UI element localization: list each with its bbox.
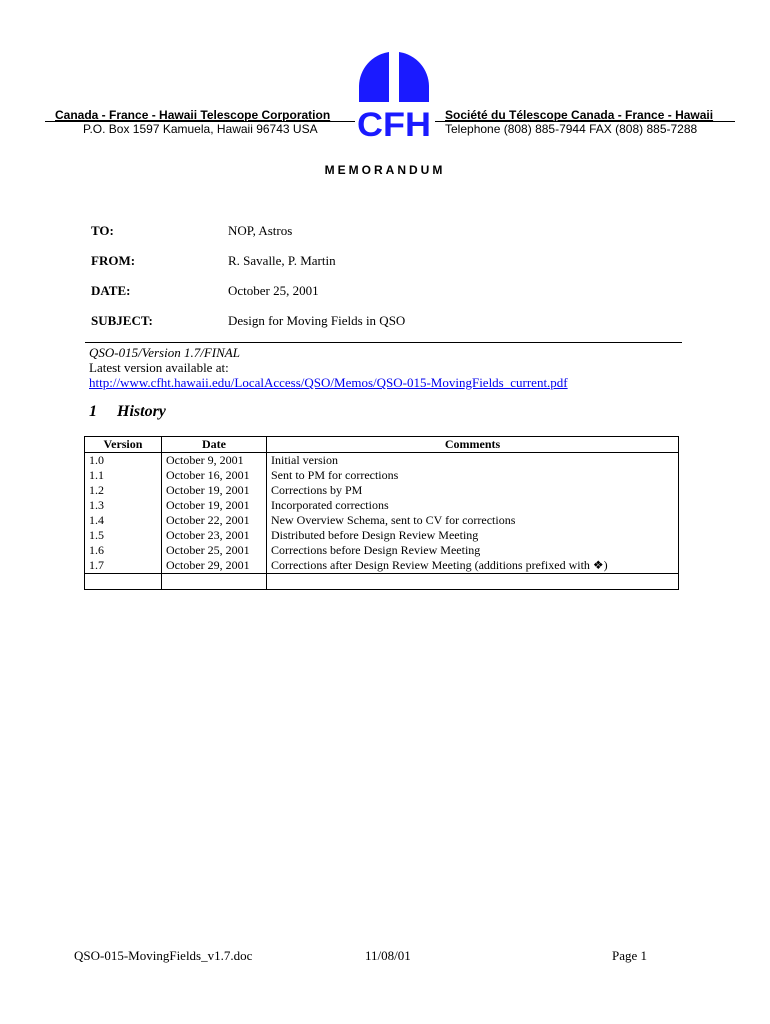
- right-header-rule: [435, 121, 735, 122]
- document-link[interactable]: http://www.cfht.hawaii.edu/LocalAccess/QSO/Memos/QSO-015-MovingFields_current.pdf: [89, 375, 568, 390]
- section-number: 1: [89, 403, 97, 420]
- table-row: [85, 528, 679, 543]
- table-row: [85, 453, 679, 469]
- row-version: 1.0: [85, 453, 162, 469]
- from-value: R. Savalle, P. Martin: [228, 253, 336, 268]
- row-comment: Initial version: [267, 453, 679, 469]
- row-version: 1.6: [85, 543, 162, 558]
- right-org-contact: Telephone (808) 885-7944 FAX (808) 885-7288: [445, 122, 698, 136]
- row-comment: Distributed before Design Review Meeting: [267, 528, 679, 543]
- row-comment: Corrections before Design Review Meeting: [267, 543, 679, 558]
- row-date: October 23, 2001: [162, 528, 267, 543]
- footer-filename: QSO-015-MovingFields_v1.7.doc: [74, 948, 253, 963]
- to-label: TO:: [91, 223, 114, 238]
- row-comment: New Overview Schema, sent to CV for corrections: [267, 513, 679, 528]
- subject-label: SUBJECT:: [91, 313, 153, 328]
- row-version: 1.5: [85, 528, 162, 543]
- row-version: 1.1: [85, 468, 162, 483]
- row-version: 1.4: [85, 513, 162, 528]
- cfh-logo: [355, 50, 433, 138]
- row-version: 1.3: [85, 498, 162, 513]
- logo-dome-right: [399, 52, 429, 102]
- version-line: QSO-015/Version 1.7/FINAL: [89, 345, 240, 360]
- section-title: History: [117, 403, 166, 420]
- empty-cell: [267, 574, 679, 590]
- header-version: Version: [85, 437, 162, 453]
- section-heading: [89, 403, 166, 421]
- header-date: Date: [162, 437, 267, 453]
- row-date: October 16, 2001: [162, 468, 267, 483]
- date-value: October 25, 2001: [228, 283, 319, 298]
- table-row: [85, 468, 679, 483]
- empty-cell: [85, 574, 162, 590]
- row-comment: Corrections by PM: [267, 483, 679, 498]
- date-label: DATE:: [91, 283, 131, 298]
- right-org-name: Société du Télescope Canada - France - Hawaii: [445, 108, 714, 122]
- footer-date: 11/08/01: [365, 948, 411, 963]
- row-comment: Corrections after Design Review Meeting (additions prefixed with ❖): [267, 558, 679, 574]
- history-table: [84, 436, 679, 590]
- empty-table-row: [85, 574, 679, 590]
- row-version: 1.2: [85, 483, 162, 498]
- subject-value: Design for Moving Fields in QSO: [228, 313, 406, 328]
- row-comment: Sent to PM for corrections: [267, 468, 679, 483]
- table-row: [85, 513, 679, 528]
- row-date: October 19, 2001: [162, 498, 267, 513]
- row-date: October 29, 2001: [162, 558, 267, 574]
- available-line: Latest version available at:: [89, 360, 229, 375]
- left-org-address: P.O. Box 1597 Kamuela, Hawaii 96743 USA: [83, 122, 318, 136]
- table-header-row: [85, 437, 679, 453]
- left-header-rule: [45, 121, 355, 122]
- from-label: FROM:: [91, 253, 136, 268]
- memo-title: MEMORANDUM: [324, 163, 446, 177]
- row-date: October 22, 2001: [162, 513, 267, 528]
- row-date: October 9, 2001: [162, 453, 267, 469]
- left-org-name: Canada - France - Hawaii Telescope Corporation: [55, 108, 331, 122]
- separator-rule: [85, 342, 682, 343]
- footer-page: Page 1: [612, 948, 648, 963]
- row-comment: Incorporated corrections: [267, 498, 679, 513]
- to-value: NOP, Astros: [228, 223, 293, 238]
- table-row: [85, 558, 679, 574]
- logo-dome-left: [359, 52, 389, 102]
- header-comments: Comments: [267, 437, 679, 453]
- empty-cell: [162, 574, 267, 590]
- row-date: October 19, 2001: [162, 483, 267, 498]
- table-row: [85, 498, 679, 513]
- row-date: October 25, 2001: [162, 543, 267, 558]
- table-row: [85, 543, 679, 558]
- table-row: [85, 483, 679, 498]
- logo-text: CFH: [357, 106, 431, 138]
- row-version: 1.7: [85, 558, 162, 574]
